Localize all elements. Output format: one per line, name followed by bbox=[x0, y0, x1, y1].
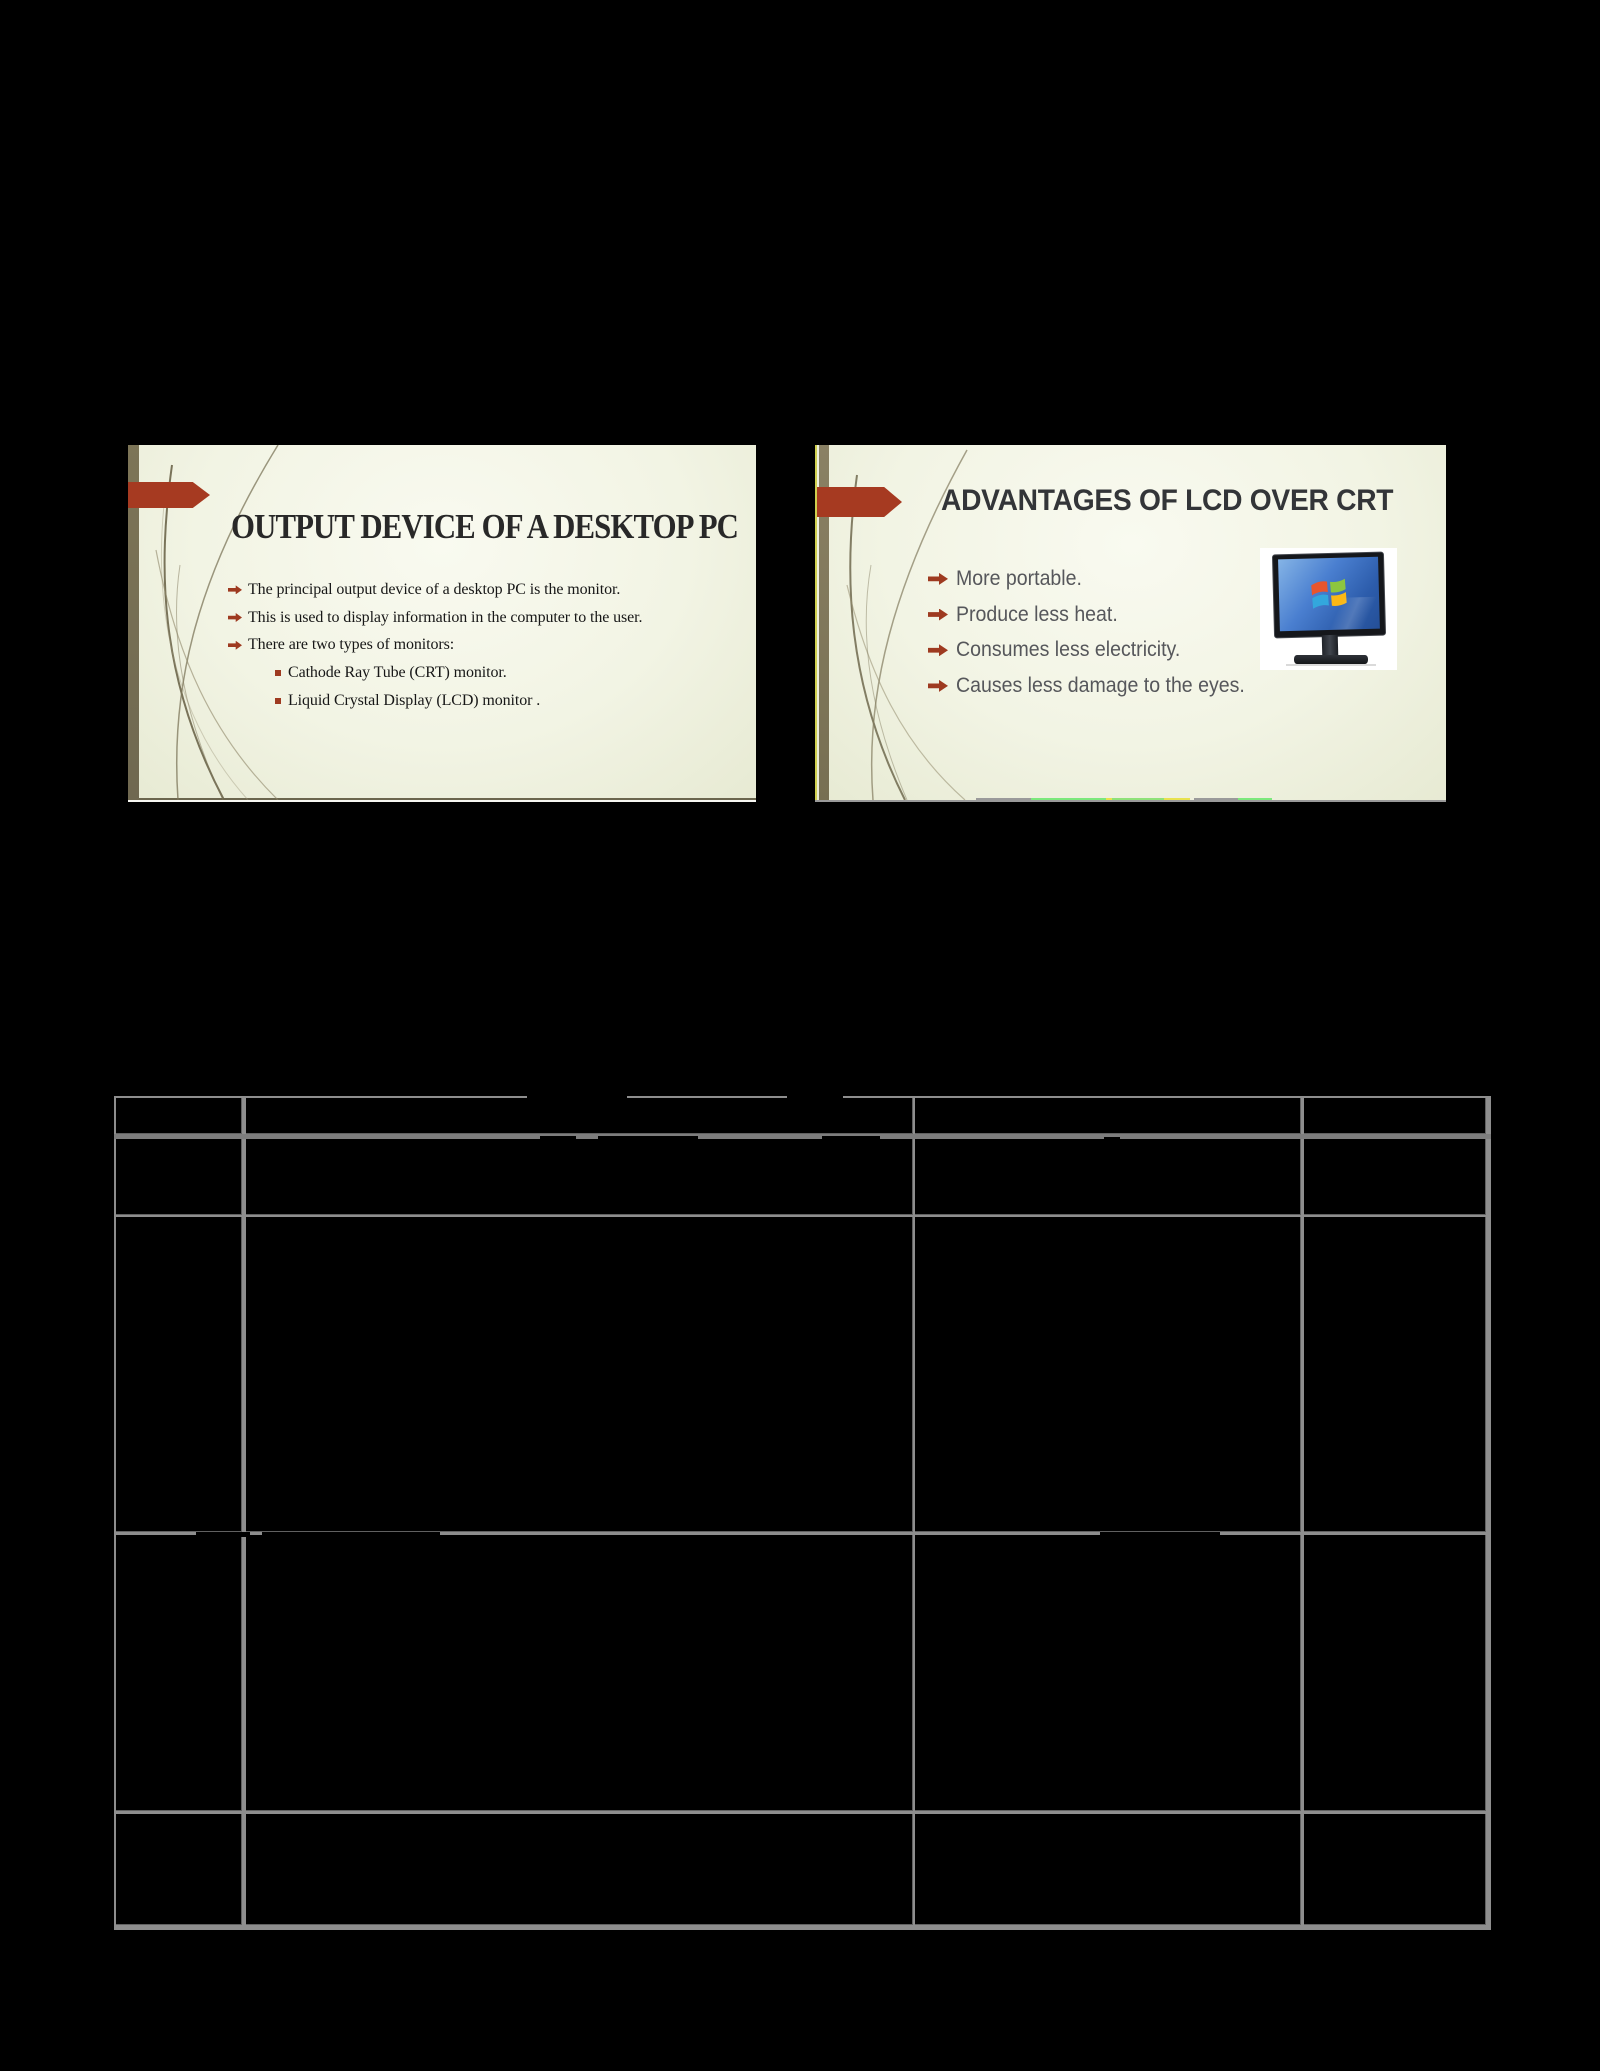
ink-artifact bbox=[262, 1532, 440, 1537]
bullet-item: Causes less damage to the eyes. bbox=[928, 668, 1267, 704]
bullet-item: The principal output device of a desktop PC is the monitor. bbox=[228, 576, 642, 604]
slide1-bullet-list bbox=[228, 576, 642, 714]
table-cell bbox=[244, 1137, 914, 1217]
monitor-screen bbox=[1278, 557, 1380, 632]
ink-artifact bbox=[787, 1095, 843, 1100]
slide2-bullet-list bbox=[928, 561, 1267, 704]
ink-artifact bbox=[395, 1219, 480, 1224]
table-row bbox=[115, 1216, 1488, 1533]
sub-bullet-item: Cathode Ray Tube (CRT) monitor. bbox=[228, 659, 642, 687]
edge-segment bbox=[1164, 798, 1190, 800]
edge-segment bbox=[976, 798, 1031, 800]
table-cell bbox=[115, 1097, 244, 1137]
bullet-item: There are two types of monitors: bbox=[228, 631, 642, 659]
arrow-bullet-icon bbox=[928, 644, 948, 656]
bullet-item: Produce less heat. bbox=[928, 597, 1267, 633]
arrow-bullet-icon bbox=[228, 641, 242, 650]
arrow-bullet-icon bbox=[228, 613, 242, 622]
red-arrow-banner-icon bbox=[817, 487, 902, 517]
arrow-bullet-icon bbox=[928, 680, 948, 692]
table-cell bbox=[914, 1097, 1302, 1137]
table-cell bbox=[1302, 1812, 1488, 1927]
table-cell bbox=[914, 1137, 1302, 1217]
ink-artifact bbox=[1100, 1532, 1220, 1536]
square-bullet-icon bbox=[275, 670, 281, 676]
slide-lcd-advantages bbox=[815, 445, 1446, 800]
edge-segment bbox=[1238, 798, 1272, 800]
slide-title: ADVANTAGES OF LCD OVER CRT bbox=[941, 484, 1394, 517]
square-bullet-icon bbox=[275, 698, 281, 704]
sub-bullet-item: Liquid Crystal Display (LCD) monitor . bbox=[228, 687, 642, 715]
monitor-stand-base bbox=[1294, 655, 1368, 664]
table-cell bbox=[1302, 1216, 1488, 1533]
ink-artifact bbox=[540, 1136, 576, 1143]
slide-title: OUTPUT DEVICE OF A DESKTOP PC bbox=[231, 507, 739, 546]
ink-artifact bbox=[598, 1136, 698, 1143]
ink-artifact bbox=[527, 1095, 627, 1100]
slide-output-device bbox=[128, 445, 756, 802]
bullet-item: Consumes less electricity. bbox=[928, 632, 1267, 668]
table-header-row bbox=[115, 1097, 1488, 1137]
table-cell bbox=[914, 1216, 1302, 1533]
table-row bbox=[115, 1534, 1488, 1813]
table-cell bbox=[914, 1534, 1302, 1813]
table-cell bbox=[1302, 1137, 1488, 1217]
table-cell bbox=[244, 1216, 914, 1533]
table-cell bbox=[914, 1812, 1302, 1927]
arrow-bullet-icon bbox=[928, 573, 948, 585]
ink-artifact bbox=[822, 1136, 880, 1143]
monitor-stand-neck bbox=[1322, 635, 1339, 656]
table-row bbox=[115, 1812, 1488, 1927]
bullet-item: This is used to display information in the computer to the user. bbox=[228, 604, 642, 632]
lcd-monitor-image bbox=[1260, 548, 1397, 670]
edge-segment bbox=[1031, 798, 1106, 800]
edge-segment bbox=[1194, 798, 1238, 800]
windows-logo-icon bbox=[1308, 573, 1349, 614]
ink-artifact bbox=[545, 1219, 608, 1224]
ink-artifact bbox=[196, 1532, 250, 1537]
table-cell bbox=[115, 1216, 244, 1533]
data-table bbox=[114, 1096, 1491, 1930]
ink-artifact bbox=[662, 1219, 792, 1224]
table-cell bbox=[244, 1812, 914, 1927]
table-cell bbox=[115, 1137, 244, 1217]
table-cell bbox=[244, 1097, 914, 1137]
table-cell bbox=[244, 1534, 914, 1813]
arrow-bullet-icon bbox=[228, 585, 242, 594]
table-row bbox=[115, 1137, 1488, 1217]
table-cell bbox=[115, 1812, 244, 1927]
bullet-item: More portable. bbox=[928, 561, 1267, 597]
monitor-bezel bbox=[1272, 552, 1386, 639]
ink-artifact bbox=[1104, 1137, 1120, 1142]
table-cell bbox=[115, 1534, 244, 1813]
edge-segment bbox=[1112, 798, 1164, 800]
table-cell bbox=[1302, 1097, 1488, 1137]
arrow-bullet-icon bbox=[928, 609, 948, 621]
table-cell bbox=[1302, 1534, 1488, 1813]
red-arrow-banner-icon bbox=[128, 482, 210, 508]
